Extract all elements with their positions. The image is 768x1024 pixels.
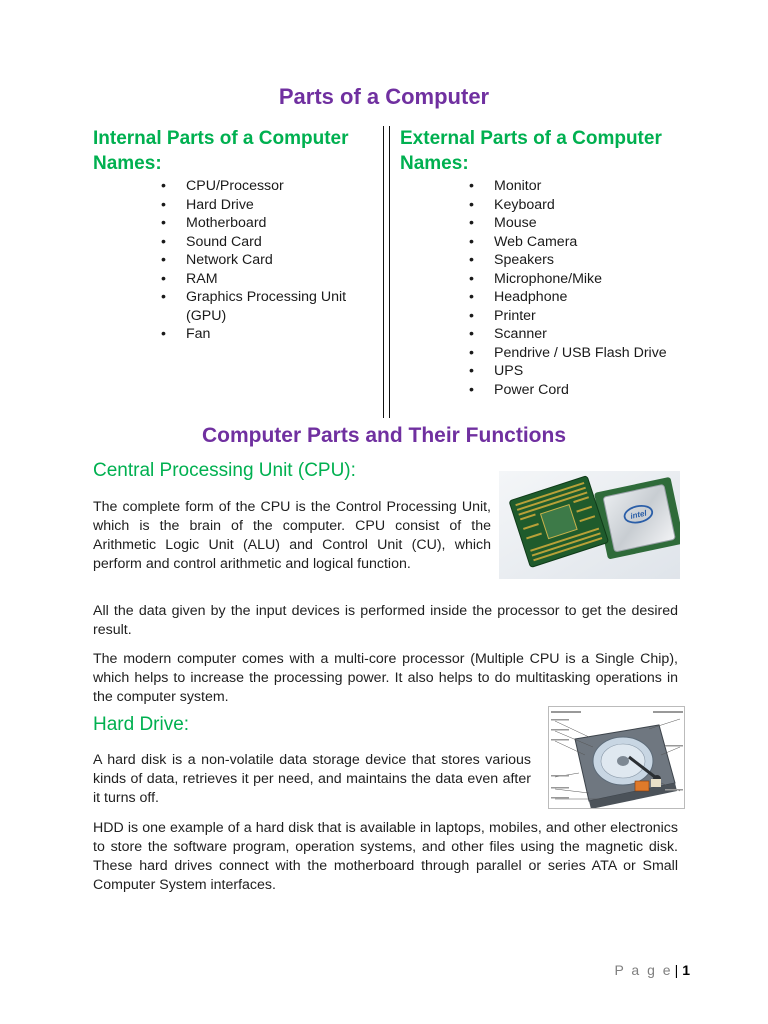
page-separator: | xyxy=(674,962,679,978)
list-item: • Keyboard xyxy=(469,196,709,215)
list-item: • Network Card xyxy=(161,251,381,270)
cpu-paragraph-1: The complete form of the CPU is the Control Processing Unit, which is the brain of the computer. CPU consist of the Arithmetic Logic Unit (ALU) and Control Unit (CU), which perform and control arithmetic and logical function. xyxy=(93,499,491,572)
list-item: • Sound Card xyxy=(161,233,381,252)
list-item: • Headphone xyxy=(469,288,709,307)
page-label: P a g e xyxy=(614,962,673,978)
list-item: • Web Camera xyxy=(469,233,709,252)
hard-drive-diagram-image xyxy=(548,706,685,809)
internal-heading-line1: Internal Parts of a Computer xyxy=(93,128,349,149)
cpu-processor-image xyxy=(499,471,680,579)
page-number: 1 xyxy=(682,962,690,978)
list-item: • Mouse xyxy=(469,214,709,233)
list-item: • Microphone/Mike xyxy=(469,270,709,289)
hard-drive-heading: Hard Drive: xyxy=(93,714,190,735)
page-title: Parts of a Computer xyxy=(278,84,490,109)
external-heading-line1: External Parts of a Computer xyxy=(400,128,662,149)
functions-section-title: Computer Parts and Their Functions xyxy=(201,424,567,447)
list-item: • Power Cord xyxy=(469,381,709,400)
list-item: • Speakers xyxy=(469,251,709,270)
cpu-heading: Central Processing Unit (CPU): xyxy=(93,460,356,481)
list-item: • Scanner xyxy=(469,325,709,344)
list-item: • CPU/Processor xyxy=(161,177,381,196)
list-item: • UPS xyxy=(469,362,709,381)
page-footer xyxy=(614,962,690,978)
list-item: • Motherboard xyxy=(161,214,381,233)
internal-heading-line2: Names: xyxy=(93,153,162,174)
cpu-chip-illustration xyxy=(499,471,680,579)
list-item: • Pendrive / USB Flash Drive xyxy=(469,344,709,363)
list-item: • Printer xyxy=(469,307,709,326)
column-divider xyxy=(383,126,384,418)
list-item: • Monitor xyxy=(469,177,709,196)
list-item: • Hard Drive xyxy=(161,196,381,215)
hard-drive-paragraph-1: A hard disk is a non-volatile data storage device that stores various kinds of data, retrieves it per need, and maintains the data even after it turns off. xyxy=(93,752,531,806)
list-item: • Graphics Processing Unit (GPU) xyxy=(161,288,381,325)
column-divider xyxy=(389,126,390,418)
external-parts-list xyxy=(469,177,709,399)
cpu-paragraph-2: All the data given by the input devices is performed inside the processor to get the desired result. xyxy=(93,603,678,638)
hard-drive-illustration xyxy=(549,707,685,809)
internal-parts-heading xyxy=(93,126,383,176)
list-item: • Fan xyxy=(161,325,381,344)
hard-drive-paragraph-2: HDD is one example of a hard disk that is available in laptops, mobiles, and other electronics to store the software program, operation systems, and other files using the magnetic disk. These hard drives connect with the motherboard through parallel or series ATA or Small Computer System interfaces. xyxy=(93,820,678,893)
intel-logo-text: intel xyxy=(629,508,648,521)
cpu-paragraph-3: The modern computer comes with a multi-core processor (Multiple CPU is a Single Chip), which helps to increase the processing power. It also helps to do multitasking operations in the computer system. xyxy=(93,651,678,705)
list-item: • RAM xyxy=(161,270,381,289)
internal-parts-list xyxy=(161,177,381,344)
external-parts-heading xyxy=(400,126,690,176)
external-heading-line2: Names: xyxy=(400,153,469,174)
